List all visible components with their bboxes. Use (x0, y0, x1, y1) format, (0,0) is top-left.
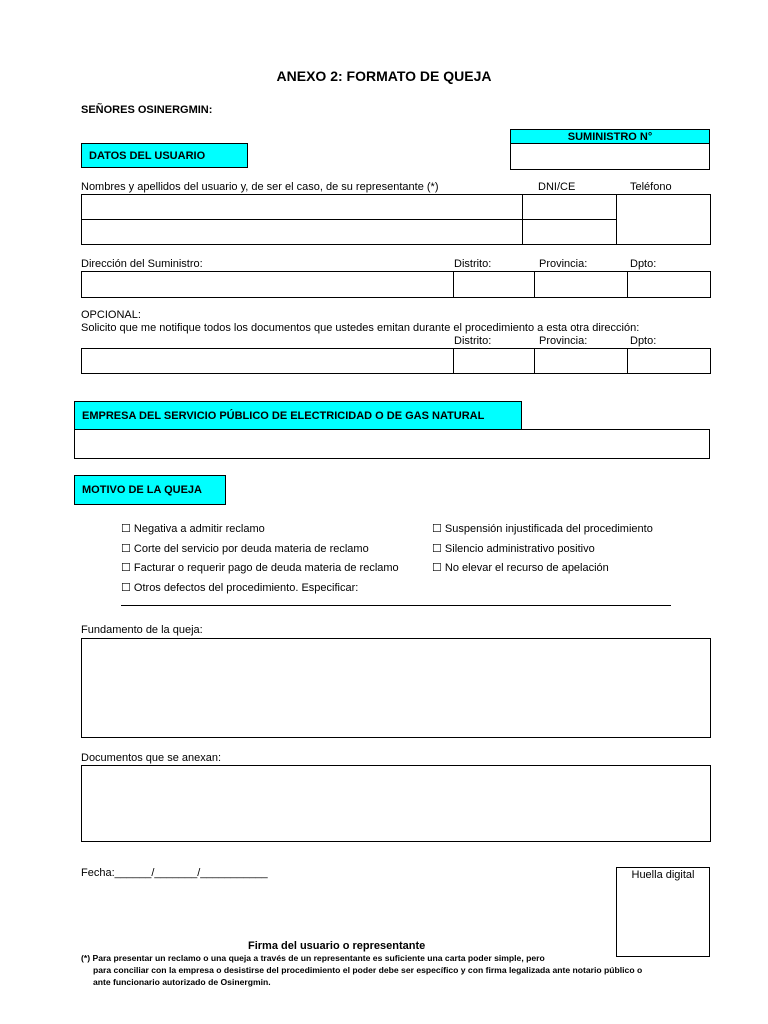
huella-label: Huella digital (631, 869, 695, 881)
reason-checkbox-4[interactable]: ☐ Otros defectos del procedimiento. Especificar: (121, 582, 359, 594)
optional-label: OPCIONAL: (81, 309, 141, 321)
specify-line[interactable] (121, 605, 671, 606)
reason-checkbox-1[interactable]: ☐ Negativa a admitir reclamo (121, 523, 265, 535)
opt-address-input[interactable] (82, 349, 453, 373)
names-label: Nombres y apellidos del usuario y, de ser el caso, de su representante (*) (81, 181, 439, 193)
optional-text: Solicito que me notifique todos los documentos que ustedes emitan durante el procedimiento a esta otra dirección: (81, 322, 640, 334)
address-input[interactable] (82, 272, 453, 297)
suministro-header: SUMINISTRO N° (510, 129, 710, 144)
addressee: SEÑORES OSINERGMIN: (81, 104, 213, 116)
section-user-header: DATOS DEL USUARIO (81, 143, 248, 168)
dept-label: Dpto: (630, 258, 657, 270)
suministro-input[interactable] (510, 143, 710, 170)
name-input-2[interactable] (82, 220, 522, 244)
dni-input-2[interactable] (523, 220, 616, 244)
reason-checkbox-6[interactable]: ☐ Silencio administrativo positivo (432, 543, 595, 555)
reason-checkbox-3[interactable]: ☐ Facturar o requerir pago de deuda materia de reclamo (121, 562, 399, 574)
opt-district-label: Distrito: (454, 335, 492, 347)
opt-dept-input[interactable] (628, 349, 710, 373)
opt-province-label: Provincia: (539, 335, 588, 347)
firma-label: Firma del usuario o representante (248, 940, 426, 952)
dni-input-1[interactable] (523, 195, 616, 219)
reason-checkbox-7[interactable]: ☐ No elevar el recurso de apelación (432, 562, 609, 574)
province-label: Provincia: (539, 258, 588, 270)
opt-province-input[interactable] (535, 349, 627, 373)
opt-district-input[interactable] (454, 349, 534, 373)
documentos-textarea[interactable] (81, 765, 711, 842)
section-reason-header: MOTIVO DE LA QUEJA (74, 475, 226, 505)
phone-label: Teléfono (630, 181, 672, 193)
fundamento-label: Fundamento de la queja: (81, 624, 203, 636)
opt-dept-label: Dpto: (630, 335, 657, 347)
huella-box[interactable] (616, 867, 710, 957)
district-input[interactable] (454, 272, 534, 297)
phone-input[interactable] (617, 195, 710, 244)
page-title: ANEXO 2: FORMATO DE QUEJA (276, 68, 492, 84)
name-input-1[interactable] (82, 195, 522, 219)
footnote-line-2: para conciliar con la empresa o desistirse del procedimiento el poder debe ser específico y con firma legalizada ante notario público o (93, 965, 643, 975)
section-company-header: EMPRESA DEL SERVICIO PÚBLICO DE ELECTRICIDAD O DE GAS NATURAL (74, 401, 522, 430)
fecha-field[interactable]: Fecha:______/_______/___________ (81, 867, 268, 879)
dni-label: DNI/CE (538, 181, 576, 193)
fundamento-textarea[interactable] (81, 638, 711, 738)
footnote-line-1: (*) Para presentar un reclamo o una queja a través de un representante es suficiente una carta poder simple, pero (81, 953, 545, 963)
footnote-line-3: ante funcionario autorizado de Osinergmin. (93, 977, 271, 987)
documentos-label: Documentos que se anexan: (81, 752, 222, 764)
reason-checkbox-2[interactable]: ☐ Corte del servicio por deuda materia de reclamo (121, 543, 369, 555)
address-label: Dirección del Suministro: (81, 258, 203, 270)
province-input[interactable] (535, 272, 627, 297)
company-input[interactable] (74, 429, 710, 459)
district-label: Distrito: (454, 258, 492, 270)
dept-input[interactable] (628, 272, 710, 297)
reason-checkbox-5[interactable]: ☐ Suspensión injustificada del procedimiento (432, 523, 653, 535)
